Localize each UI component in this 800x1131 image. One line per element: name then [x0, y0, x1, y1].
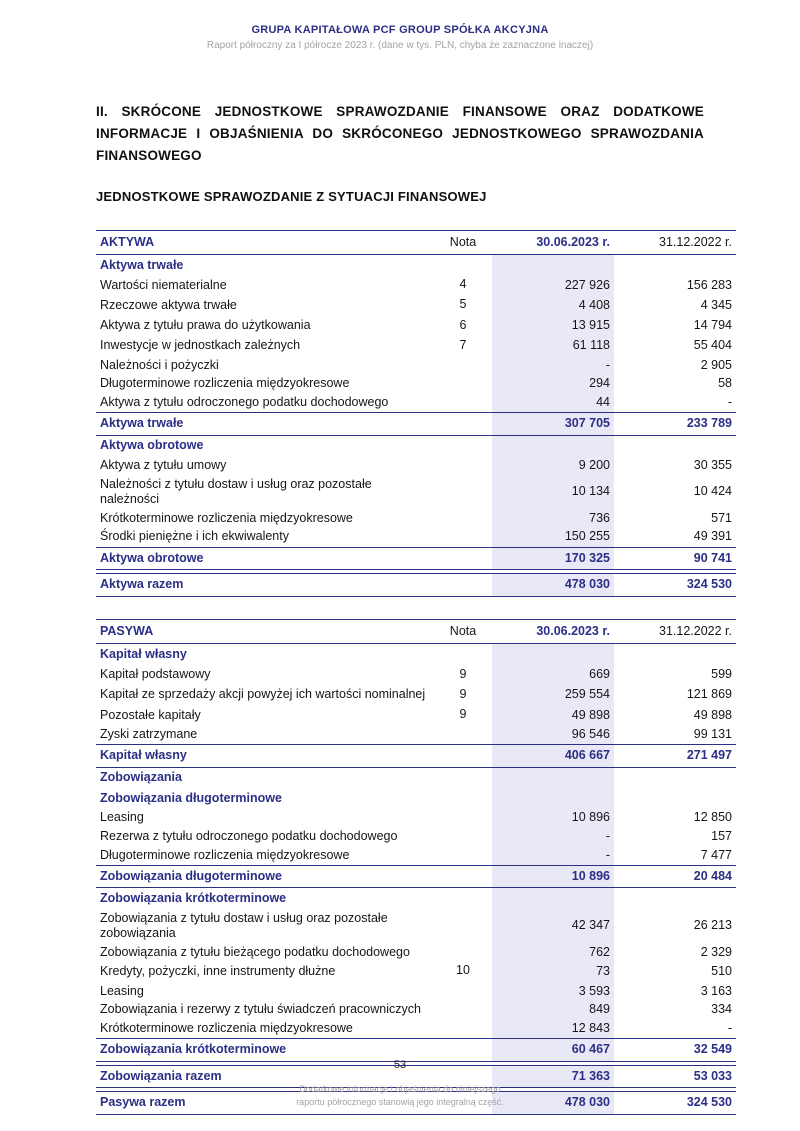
value-2022: 324 530 [614, 574, 736, 597]
row-label: Zobowiązania i rezerwy z tytułu świadczeń pracowniczych [100, 1002, 421, 1017]
value-2022: - [727, 1020, 732, 1035]
value-2023: 259 554 [492, 685, 614, 705]
row-label: Pasywa razem [96, 1092, 434, 1115]
nota-value: 9 [459, 666, 467, 681]
value-2023 [492, 767, 614, 788]
row-label: Środki pieniężne i ich ekwiwalenty [100, 529, 289, 544]
value-2023: 406 667 [492, 745, 614, 768]
row-label: Długoterminowe rozliczenia międzyokresowe [100, 847, 350, 862]
value-2022: 32 549 [614, 1038, 736, 1061]
document-footer [0, 1059, 800, 1109]
nota-value [434, 865, 492, 888]
value-2022: 3 163 [700, 983, 732, 998]
row-label: Należności i pożyczki [100, 357, 219, 372]
value-2022 [614, 767, 736, 788]
nota-value [434, 547, 492, 570]
total-row [96, 574, 736, 597]
nota-value: 4 [459, 277, 467, 292]
value-2023: 10 896 [492, 865, 614, 888]
nota-value [434, 1001, 492, 1020]
section-row [96, 767, 736, 788]
page-number: 53 [393, 1058, 407, 1071]
nota-value [434, 1019, 492, 1038]
nota-value [434, 413, 492, 436]
nota-value [434, 435, 492, 456]
value-2023 [492, 644, 614, 665]
footer-note-line-1: Dodatkowe informacje i objaśnienia do niniejszego [299, 1083, 501, 1094]
data-row [96, 725, 736, 744]
row-label: Kredyty, pożyczki, inne instrumenty dłużne [100, 964, 336, 979]
value-2023 [492, 255, 614, 276]
value-2022: 58 [718, 376, 732, 391]
nota-value [434, 456, 492, 475]
value-2023: 60 467 [492, 1038, 614, 1061]
value-2022: 55 404 [693, 338, 732, 353]
nota-value: 9 [459, 686, 467, 701]
nota-value [434, 255, 492, 276]
row-label: Zobowiązania [100, 770, 182, 785]
value-2022: 571 [711, 510, 732, 525]
column-header: 31.12.2022 r. [614, 230, 736, 255]
value-2023: 150 255 [492, 528, 614, 547]
data-row [96, 509, 736, 528]
nota-value [434, 375, 492, 394]
data-row [96, 665, 736, 685]
footer-note-line-2: raportu półrocznego stanowią jego integralną część. [296, 1096, 504, 1107]
value-2023: 71 363 [492, 1065, 614, 1088]
row-label: Aktywa z tytułu odroczonego podatku dochodowego [100, 395, 389, 410]
column-header: Nota [434, 619, 492, 644]
data-row [96, 456, 736, 475]
data-row [96, 316, 736, 336]
value-2022: 2 905 [700, 357, 732, 372]
data-row [96, 809, 736, 828]
row-label: Krótkoterminowe rozliczenia międzyokresowe [100, 510, 353, 525]
value-2022: 121 869 [686, 687, 732, 702]
value-2023 [492, 788, 614, 809]
row-label: Zobowiązania długoterminowe [100, 790, 282, 805]
row-label: Kapitał ze sprzedaży akcji powyżej ich wartości nominalnej [100, 687, 426, 702]
data-row [96, 375, 736, 394]
nota-value [434, 644, 492, 665]
column-header: 31.12.2022 r. [614, 619, 736, 644]
data-row [96, 1001, 736, 1020]
value-2022 [614, 644, 736, 665]
value-2023: - [492, 828, 614, 847]
document-header [0, 0, 800, 51]
value-2022: 49 391 [693, 529, 732, 544]
row-label: Krótkoterminowe rozliczenia międzyokresowe [100, 1020, 353, 1035]
value-2022: 599 [711, 667, 732, 682]
nota-value: 10 [456, 963, 470, 978]
row-label: Aktywa obrotowe [100, 438, 204, 453]
row-label: Zobowiązania krótkoterminowe [100, 890, 287, 905]
nota-value [434, 943, 492, 962]
total-row [96, 865, 736, 888]
data-row [96, 685, 736, 705]
row-label: Kapitał własny [96, 745, 434, 768]
value-2023: - [492, 356, 614, 375]
row-label: Rezerwa z tytułu odroczonego podatku dochodowego [100, 829, 398, 844]
pasywa-header-row [96, 619, 736, 644]
value-2023: - [492, 846, 614, 865]
nota-value [434, 475, 492, 509]
section-row [96, 435, 736, 456]
nota-value [434, 767, 492, 788]
data-row [96, 705, 736, 725]
value-2023: 307 705 [492, 413, 614, 436]
company-name: GRUPA KAPITAŁOWA PCF GROUP SPÓŁKA AKCYJNA [251, 24, 549, 36]
total-row [96, 745, 736, 768]
data-row [96, 296, 736, 316]
value-2023: 73 [492, 962, 614, 982]
value-2023: 10 896 [492, 809, 614, 828]
value-2023 [492, 435, 614, 456]
value-2023: 4 408 [492, 296, 614, 316]
nota-value: 5 [459, 297, 467, 312]
row-label: Zyski zatrzymane [100, 726, 198, 741]
nota-value [434, 982, 492, 1001]
nota-value: 9 [459, 706, 467, 721]
nota-value [434, 1038, 492, 1061]
nota-value: 6 [459, 317, 467, 332]
value-2023: 736 [492, 509, 614, 528]
row-label: Pozostałe kapitały [100, 707, 201, 722]
row-label: Zobowiązania z tytułu bieżącego podatku dochodowego [100, 944, 410, 959]
value-2023: 849 [492, 1001, 614, 1020]
value-2022: 156 283 [686, 278, 732, 293]
data-row [96, 276, 736, 296]
value-2023: 762 [492, 943, 614, 962]
nota-value [434, 509, 492, 528]
value-2022: 7 477 [700, 847, 732, 862]
total-row [96, 1038, 736, 1061]
data-row [96, 828, 736, 847]
section-title: II. SKRÓCONE JEDNOSTKOWE SPRAWOZDANIE FINANSOWE ORAZ DODATKOWE INFORMACJE I OBJAŚNIENIA DO SKRÓCONEGO JEDNOSTKOWEGO SPRAWOZDANIA FINANSOWEGO [96, 104, 704, 163]
section-row [96, 788, 736, 809]
data-row [96, 1019, 736, 1038]
value-2023: 10 134 [492, 475, 614, 509]
value-2022: 53 033 [614, 1065, 736, 1088]
value-2023: 44 [492, 394, 614, 413]
column-header: PASYWA [96, 619, 434, 644]
value-2023 [492, 888, 614, 909]
nota-value [434, 528, 492, 547]
row-label: Leasing [100, 983, 144, 998]
row-label: Długoterminowe rozliczenia międzyokresowe [100, 376, 350, 391]
aktywa-header-row [96, 230, 736, 255]
value-2023: 294 [492, 375, 614, 394]
content-area [96, 101, 732, 1115]
nota-value [434, 788, 492, 809]
value-2022: 2 329 [700, 944, 732, 959]
data-row [96, 394, 736, 413]
value-2022 [614, 255, 736, 276]
column-header: AKTYWA [96, 230, 434, 255]
value-2022: 30 355 [693, 457, 732, 472]
total-row [96, 413, 736, 436]
value-2022: 324 530 [614, 1092, 736, 1115]
value-2023: 12 843 [492, 1019, 614, 1038]
data-row [96, 909, 736, 943]
data-row [96, 982, 736, 1001]
row-label: Kapitał podstawowy [100, 667, 211, 682]
statement-title: JEDNOSTKOWE SPRAWOZDANIE Z SYTUACJI FINANSOWEJ [96, 188, 487, 204]
total-row [96, 547, 736, 570]
section-row [96, 255, 736, 276]
value-2022: 510 [711, 964, 732, 979]
value-2023: 478 030 [492, 574, 614, 597]
section-row [96, 644, 736, 665]
value-2022 [614, 788, 736, 809]
value-2022: 26 213 [693, 918, 732, 933]
value-2022: 233 789 [614, 413, 736, 436]
row-label: Inwestycje w jednostkach zależnych [100, 338, 301, 353]
value-2023: 227 926 [492, 276, 614, 296]
value-2023: 13 915 [492, 316, 614, 336]
value-2023: 42 347 [492, 909, 614, 943]
aktywa-table [96, 230, 736, 597]
nota-value [434, 725, 492, 744]
nota-value [434, 356, 492, 375]
data-row [96, 356, 736, 375]
row-label: Wartości niematerialne [100, 278, 227, 293]
row-label: Rzeczowe aktywa trwałe [100, 298, 237, 313]
value-2023: 61 118 [492, 336, 614, 356]
row-label: Zobowiązania krótkoterminowe [96, 1038, 434, 1061]
value-2023: 3 593 [492, 982, 614, 1001]
nota-value [434, 846, 492, 865]
value-2023: 49 898 [492, 705, 614, 725]
value-2022: 10 424 [693, 484, 732, 499]
value-2023: 170 325 [492, 547, 614, 570]
nota-value: 7 [459, 337, 467, 352]
nota-value [434, 574, 492, 597]
value-2022: 157 [711, 829, 732, 844]
row-label: Aktywa z tytułu prawa do użytkowania [100, 318, 311, 333]
value-2022: 12 850 [693, 810, 732, 825]
row-label: Aktywa trwałe [96, 413, 434, 436]
value-2022: 49 898 [693, 707, 732, 722]
row-label: Zobowiązania z tytułu dostaw i usług oraz pozostałe zobowiązania [100, 910, 388, 941]
value-2022 [614, 888, 736, 909]
row-label: Kapitał własny [100, 646, 187, 661]
nota-value [434, 888, 492, 909]
value-2023: 96 546 [492, 725, 614, 744]
nota-value [434, 809, 492, 828]
value-2023: 669 [492, 665, 614, 685]
column-header: 30.06.2023 r. [492, 619, 614, 644]
row-label: Aktywa z tytułu umowy [100, 457, 227, 472]
value-2022: 4 345 [700, 298, 732, 313]
row-label: Aktywa razem [96, 574, 434, 597]
row-label: Należności z tytułu dostaw i usług oraz pozostałe należności [100, 476, 372, 507]
data-row [96, 943, 736, 962]
pasywa-table [96, 619, 736, 1115]
row-label: Aktywa obrotowe [96, 547, 434, 570]
value-2023: 478 030 [492, 1092, 614, 1115]
data-row [96, 475, 736, 509]
value-2022: - [727, 395, 732, 410]
value-2023: 9 200 [492, 456, 614, 475]
nota-value [434, 828, 492, 847]
value-2022: 99 131 [693, 726, 732, 741]
value-2022 [614, 435, 736, 456]
value-2022: 334 [711, 1002, 732, 1017]
section-row [96, 888, 736, 909]
value-2022: 14 794 [693, 318, 732, 333]
row-label: Leasing [100, 810, 144, 825]
value-2022: 20 484 [614, 865, 736, 888]
report-subtitle: Raport półroczny za I półrocze 2023 r. (dane w tys. PLN, chyba że zaznaczone inaczej) [206, 40, 594, 51]
footer-note [0, 1083, 800, 1109]
column-header: Nota [434, 230, 492, 255]
nota-value [434, 909, 492, 943]
value-2022: 90 741 [614, 547, 736, 570]
data-row [96, 528, 736, 547]
data-row [96, 962, 736, 982]
row-label: Zobowiązania razem [96, 1065, 434, 1088]
row-label: Aktywa trwałe [100, 257, 184, 272]
value-2022: 271 497 [614, 745, 736, 768]
nota-value [434, 745, 492, 768]
nota-value [434, 394, 492, 413]
column-header: 30.06.2023 r. [492, 230, 614, 255]
data-row [96, 336, 736, 356]
data-row [96, 846, 736, 865]
row-label: Zobowiązania długoterminowe [96, 865, 434, 888]
